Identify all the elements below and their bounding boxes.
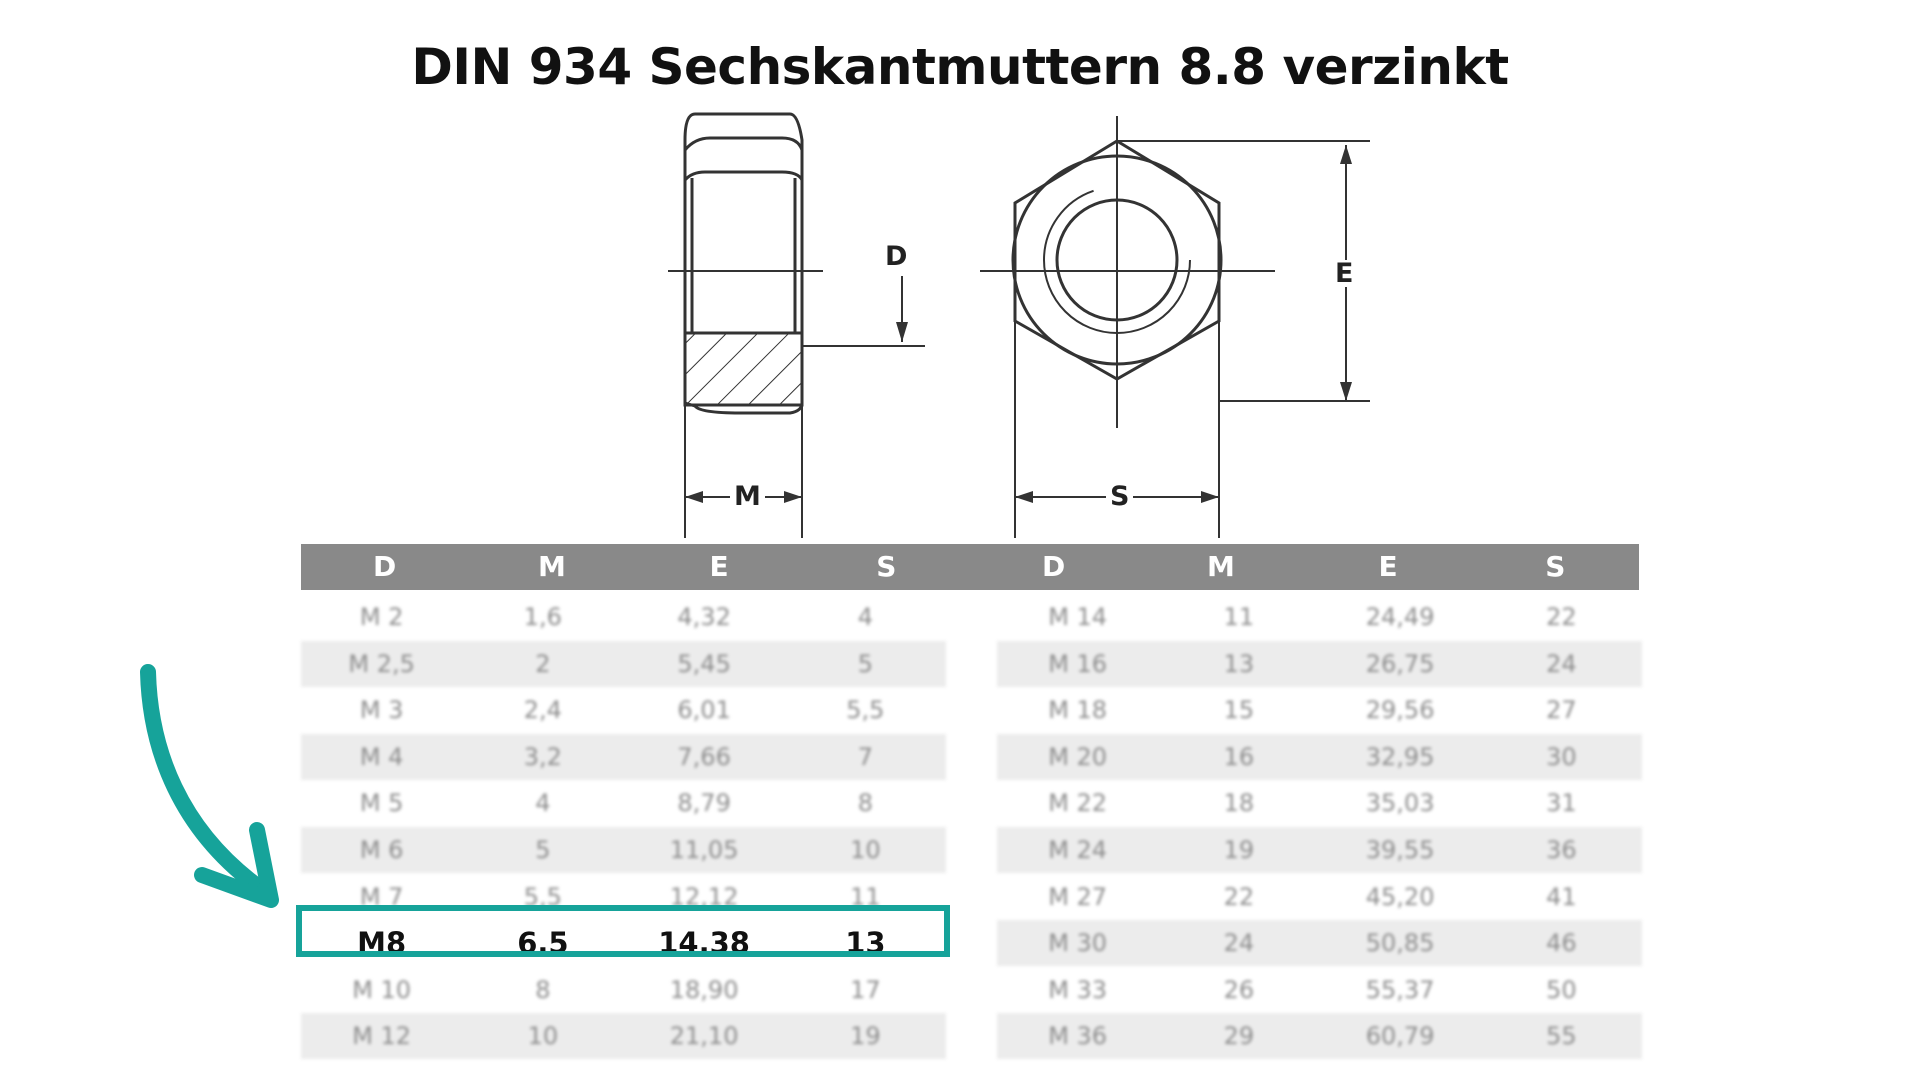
- cell: M 3: [359, 696, 404, 725]
- cell: M 14: [1048, 603, 1108, 631]
- table-row: [997, 1013, 1642, 1059]
- col-header-s: S: [1545, 550, 1566, 583]
- cell: M 30: [1048, 929, 1108, 958]
- table-row: [301, 967, 946, 1013]
- cell: 10: [850, 835, 881, 864]
- cell: 29: [1223, 1022, 1255, 1051]
- cell: 14,38: [658, 926, 750, 961]
- cell: 22: [1546, 603, 1577, 631]
- table-header: [301, 544, 1639, 590]
- cell: M 22: [1048, 789, 1108, 818]
- cell: 5,5: [846, 696, 885, 725]
- col-header-e: E: [1378, 550, 1398, 583]
- cell: 2: [535, 649, 551, 678]
- cell: 6,5: [517, 926, 569, 961]
- cell: 27: [1546, 696, 1577, 725]
- cell: 2,4: [523, 696, 562, 725]
- cell: 50,85: [1365, 929, 1435, 958]
- dimension-label-e: E: [1335, 258, 1354, 289]
- cell: 50: [1546, 975, 1577, 1004]
- cell: 17: [850, 975, 881, 1004]
- table-row: [301, 780, 946, 826]
- table-row: [301, 687, 946, 733]
- table-row: [301, 1013, 946, 1059]
- table-row: [997, 734, 1642, 780]
- cell: M 2: [359, 603, 404, 631]
- cell: 11: [1223, 603, 1255, 631]
- front-view: [980, 116, 1370, 538]
- cell: M 5: [359, 789, 404, 818]
- table-row: [301, 641, 946, 687]
- cell: M 12: [352, 1022, 412, 1051]
- cell: 11: [850, 882, 881, 911]
- cell: 18: [1223, 789, 1255, 818]
- cell: M 27: [1048, 882, 1108, 911]
- table-row: [997, 687, 1642, 733]
- cell: M 20: [1048, 742, 1108, 771]
- col-header-m: M: [1206, 550, 1235, 583]
- cell: 3,2: [523, 742, 562, 771]
- cell: 16: [1223, 742, 1255, 771]
- col-header-e: E: [709, 550, 729, 583]
- cell: 10: [527, 1022, 559, 1051]
- cell: 4: [857, 603, 874, 631]
- dimension-label-s: S: [1106, 483, 1133, 510]
- cell: M 16: [1048, 649, 1108, 678]
- cell: 1,6: [523, 603, 562, 631]
- cell: 31: [1546, 789, 1577, 818]
- nut-diagram: [640, 108, 1400, 538]
- table-row: [997, 780, 1642, 826]
- cell: 45,20: [1365, 882, 1435, 911]
- technical-drawing-svg: [640, 108, 1400, 538]
- table-row: [301, 827, 946, 873]
- cell: 55: [1546, 1022, 1577, 1051]
- table-row: [301, 734, 946, 780]
- cell: 7,66: [677, 742, 731, 771]
- highlight-box: [296, 905, 950, 957]
- cell: 15: [1223, 696, 1255, 725]
- cell: 19: [1223, 835, 1255, 864]
- cell: 41: [1546, 882, 1577, 911]
- cell: 11,05: [669, 835, 739, 864]
- table-right-half: [997, 594, 1642, 1060]
- cell: 21,10: [669, 1022, 739, 1051]
- cell: 22: [1223, 882, 1255, 911]
- cell: 5,5: [523, 882, 562, 911]
- cell: 5,45: [677, 649, 731, 678]
- cell: 12,12: [669, 882, 739, 911]
- cell: 24: [1223, 929, 1255, 958]
- cell: M 36: [1048, 1022, 1108, 1051]
- cell: M 24: [1048, 835, 1108, 864]
- cell: 36: [1546, 835, 1577, 864]
- cell: 32,95: [1365, 742, 1435, 771]
- cell: M 18: [1048, 696, 1108, 725]
- side-view: [668, 114, 925, 538]
- page-title: DIN 934 Sechskantmuttern 8.8 verzinkt: [411, 38, 1509, 96]
- cell: 55,37: [1365, 975, 1435, 1004]
- cell: 8: [535, 975, 551, 1004]
- cell: 24,49: [1365, 603, 1435, 631]
- cell: 8,79: [677, 789, 731, 818]
- table-left-half: [301, 594, 946, 1060]
- cell: 6,01: [677, 696, 731, 725]
- cell: 24: [1546, 649, 1577, 678]
- cell: M 33: [1048, 975, 1108, 1004]
- cell: 29,56: [1365, 696, 1435, 725]
- col-header-m: M: [537, 550, 566, 583]
- cell: 13: [845, 926, 886, 961]
- cell: 7: [857, 742, 874, 771]
- cell: M 2,5: [348, 649, 415, 678]
- cell: 60,79: [1365, 1022, 1435, 1051]
- cell: M 7: [359, 882, 404, 911]
- curved-arrow-icon: [140, 660, 300, 920]
- cell: 4: [535, 789, 551, 818]
- cell: 46: [1546, 929, 1577, 958]
- cell: 4,32: [677, 603, 731, 631]
- cell: 30: [1546, 742, 1577, 771]
- table-row: [997, 594, 1642, 640]
- cell: 18,90: [669, 975, 739, 1004]
- cell: 5: [535, 835, 551, 864]
- cell: M 10: [352, 975, 412, 1004]
- table-row: [997, 967, 1642, 1013]
- cell: 13: [1223, 649, 1255, 678]
- dimension-label-m: M: [730, 483, 765, 510]
- cell: M8: [357, 926, 407, 961]
- table-row: [997, 641, 1642, 687]
- cell: 26,75: [1365, 649, 1435, 678]
- cell: M 4: [359, 742, 404, 771]
- dimension-label-d: D: [885, 241, 908, 272]
- cell: 5: [857, 649, 874, 678]
- cell: 19: [850, 1022, 881, 1051]
- cell: 39,55: [1365, 835, 1435, 864]
- cell: 26: [1223, 975, 1255, 1004]
- cell: M 6: [359, 835, 404, 864]
- col-header-d: D: [373, 550, 397, 583]
- table-row: [997, 827, 1642, 873]
- cell: 35,03: [1365, 789, 1435, 818]
- table-row: [997, 874, 1642, 920]
- table-row: [997, 920, 1642, 966]
- col-header-d: D: [1042, 550, 1066, 583]
- table-row: [301, 594, 946, 640]
- col-header-s: S: [876, 550, 897, 583]
- dimensions-table: [301, 544, 1639, 1051]
- cell: 8: [857, 789, 874, 818]
